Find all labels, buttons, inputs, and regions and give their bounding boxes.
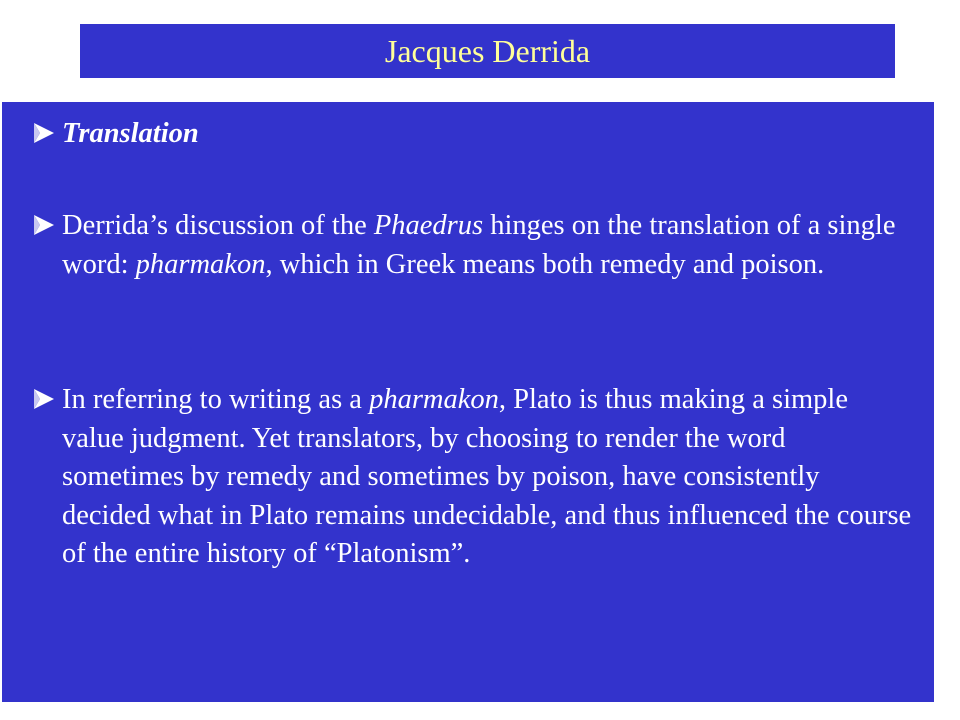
bullet-text-italic: pharmakon: [135, 248, 266, 280]
bullet-text-part: In referring to writing as a: [62, 384, 370, 415]
bullet-heading: Translation: [62, 118, 199, 149]
bullet-text-part: , Plato is thus making a simple value judgment. Yet translators, by choosing to render the word sometimes by remedy and sometimes by poison, have consistently decided what in Plato remains undecidable, and thus influenced the course of the entire history of “Platonism”.: [62, 384, 912, 569]
bullet-text-part: hinges on the translation of a single word:: [62, 210, 896, 280]
title-bar: [80, 24, 895, 78]
bullet-text: [62, 115, 912, 154]
bullet-text-italic: pharmakon: [369, 384, 499, 415]
bullet-text-part: , which in Greek means both remedy and poison.: [265, 248, 825, 280]
arrowhead-bullet-icon: [32, 387, 56, 411]
bullet-item-phaedrus: [32, 207, 912, 284]
bullet-text-part: Derrida’s discussion of the: [62, 210, 374, 241]
bullet-item-pharmakon: [32, 381, 912, 574]
bullet-text: [62, 207, 912, 284]
arrowhead-bullet-icon: [32, 121, 56, 145]
bullet-text: [62, 381, 912, 574]
arrowhead-bullet-icon: [32, 213, 56, 237]
slide-title: Jacques Derrida: [384, 33, 591, 69]
content-box: [2, 102, 934, 702]
bullet-text-italic: Phaedrus: [373, 210, 484, 241]
bullet-item-translation: [32, 115, 912, 154]
